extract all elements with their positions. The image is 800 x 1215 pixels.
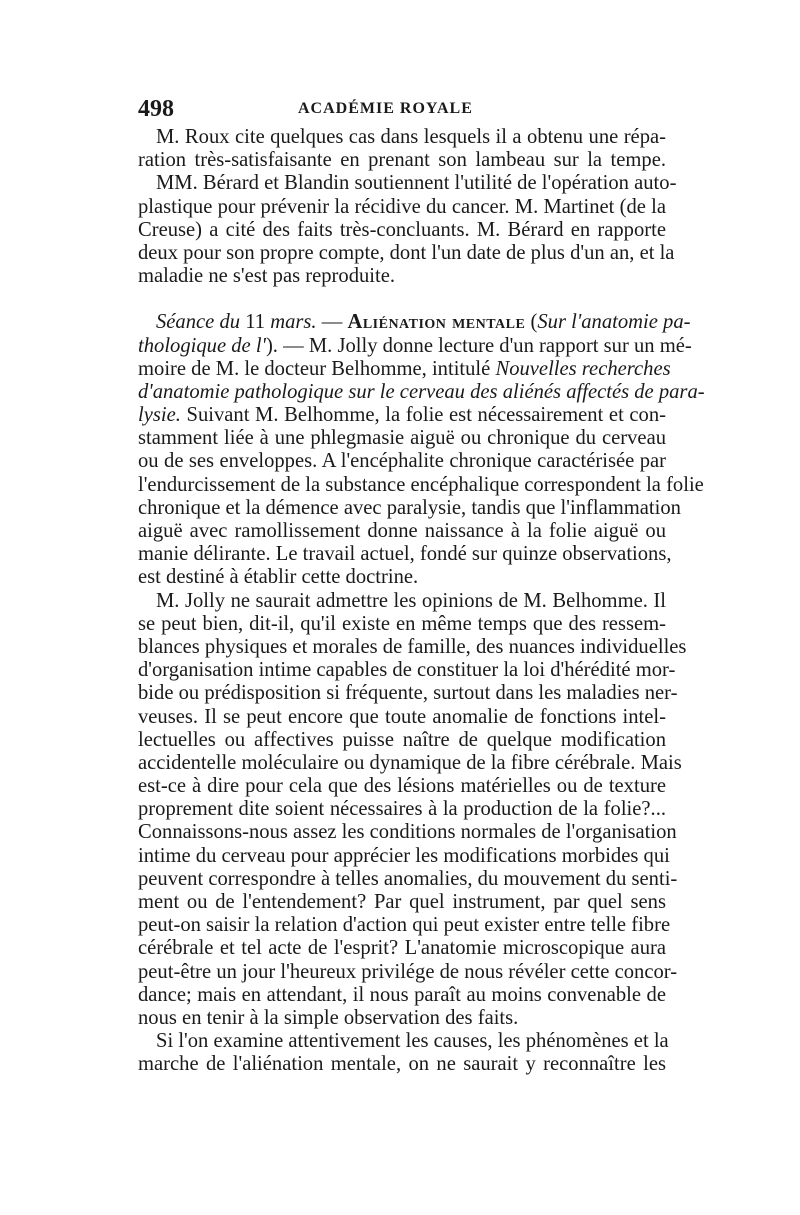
paragraph-gap [138,288,666,311]
text-line: ration très-satisfaisante en prenant son lambeau sur la tempe. [138,149,666,172]
text-line: est-ce à dire pour cela que des lésions matérielles ou de texture [138,775,666,798]
paren-open: ( [525,311,538,334]
text-line: marche de l'aliénation mentale, on ne saurait y reconnaître les [138,1053,666,1076]
text-line: intime du cerveau pour apprécier les modifications morbides qui [138,844,670,867]
memoir-title-end: lysie. [138,404,181,427]
text-line: peut-être un jour l'heureux privilége de nous révéler cette concor- [138,960,678,983]
seance-heading-line [138,311,691,334]
text-line: veuses. Il se peut encore que toute anomalie de fonctions intel- [138,705,666,728]
text-line: manie délirante. Le travail actuel, fondé sur quinze observations, [138,543,672,566]
seance-month: mars. [270,311,317,334]
text-line [138,334,692,358]
text-line: ou de ses enveloppes. A l'encéphalite chronique caractérisée par [138,450,666,473]
seance-date: Séance du [156,311,241,334]
text-line: M. Roux cite quelques cas dans lesquels il a obtenu une répa- [156,126,666,148]
text-line: proprement dite soient nécessaires à la production de la folie?... [138,798,666,821]
text-line [138,380,705,404]
running-title: ACADÉMIE ROYALE [298,100,473,117]
text-line: dance; mais en attendant, il nous paraît au moins convenable de [138,983,666,1006]
text-line: est destiné à établir cette doctrine. [138,566,419,589]
text-line: chronique et la démence avec paralysie, tandis que l'inflammation [138,496,681,519]
text-line: ment ou de l'entendement? Par quel instrument, par quel sens [138,891,666,913]
text-line: Creuse) a cité des faits très-concluants. M. Bérard en rapporte [138,218,666,241]
subject-title: Sur l'anatomie pa- [537,311,691,334]
section-heading: Aliénation mentale [347,311,526,334]
seance-dash: — [316,311,348,334]
text-line: Si l'on examine attentivement les causes, les phénomènes et la [156,1030,669,1053]
text-line: nous en tenir à la simple observation des faits. [138,1006,519,1029]
text-line: l'endurcissement de la substance encéphalique correspondent la folie [138,473,704,496]
text-line: peut-on saisir la relation d'action qui peut exister entre telle fibre [138,914,671,937]
seance-day: 11 [240,311,271,334]
text-line: stamment liée à une phlegmasie aiguë ou chronique du cerveau [138,427,666,450]
text-line: d'organisation intime capables de constituer la loi d'hérédité mor- [138,659,676,682]
text-line: peuvent correspondre à telles anomalies, du mouvement du senti- [138,867,678,890]
text-segment: ). — M. Jolly donne lecture d'un rapport sur un mé- [265,334,692,357]
text-line: M. Jolly ne saurait admettre les opinions de M. Belhomme. Il [156,589,666,612]
body-text [138,126,705,1077]
text-line: maladie ne s'est pas reproduite. [138,265,396,288]
text-line: bide ou prédisposition si fréquente, surtout dans les maladies ner- [138,682,678,705]
text-line: cérébrale et tel acte de l'esprit? L'anatomie microscopique aura [138,937,666,960]
text-line [138,404,666,427]
text-line: plastique pour prévenir la récidive du cancer. M. Martinet (de la [138,195,666,218]
text-line: deux pour son propre compte, dont l'un date de plus d'un an, et la [138,241,675,264]
text-line: MM. Bérard et Blandin soutiennent l'utilité de l'opération auto- [156,172,677,195]
text-segment: Suivant M. Belhomme, la folie est nécessairement et con- [180,404,666,427]
text-line: blances physiques et morales de famille, des nuances individuelles [138,635,687,658]
subject-title-cont: thologique de l' [138,334,266,357]
text-line: lectuelles ou affectives puisse naître de quelque modification [138,728,666,751]
page-header [138,96,668,122]
text-segment: moire de M. le docteur Belhomme, intitulé [138,357,496,380]
text-line: aiguë avec ramollissement donne naissance à la folie aiguë ou [138,520,666,542]
text-line: accidentelle moléculaire ou dynamique de la fibre cérébrale. Mais [138,751,682,774]
memoir-title-cont: d'anatomie pathologique sur le cerveau des aliénés affectés de para- [138,380,705,403]
text-line: Connaissons-nous assez les conditions normales de l'organisation [138,821,677,844]
memoir-title: Nouvelles recherches [495,357,671,380]
text-line: se peut bien, dit-il, qu'il existe en même temps que des ressem- [138,612,666,635]
text-line [138,357,671,381]
page-number: 498 [138,96,174,122]
